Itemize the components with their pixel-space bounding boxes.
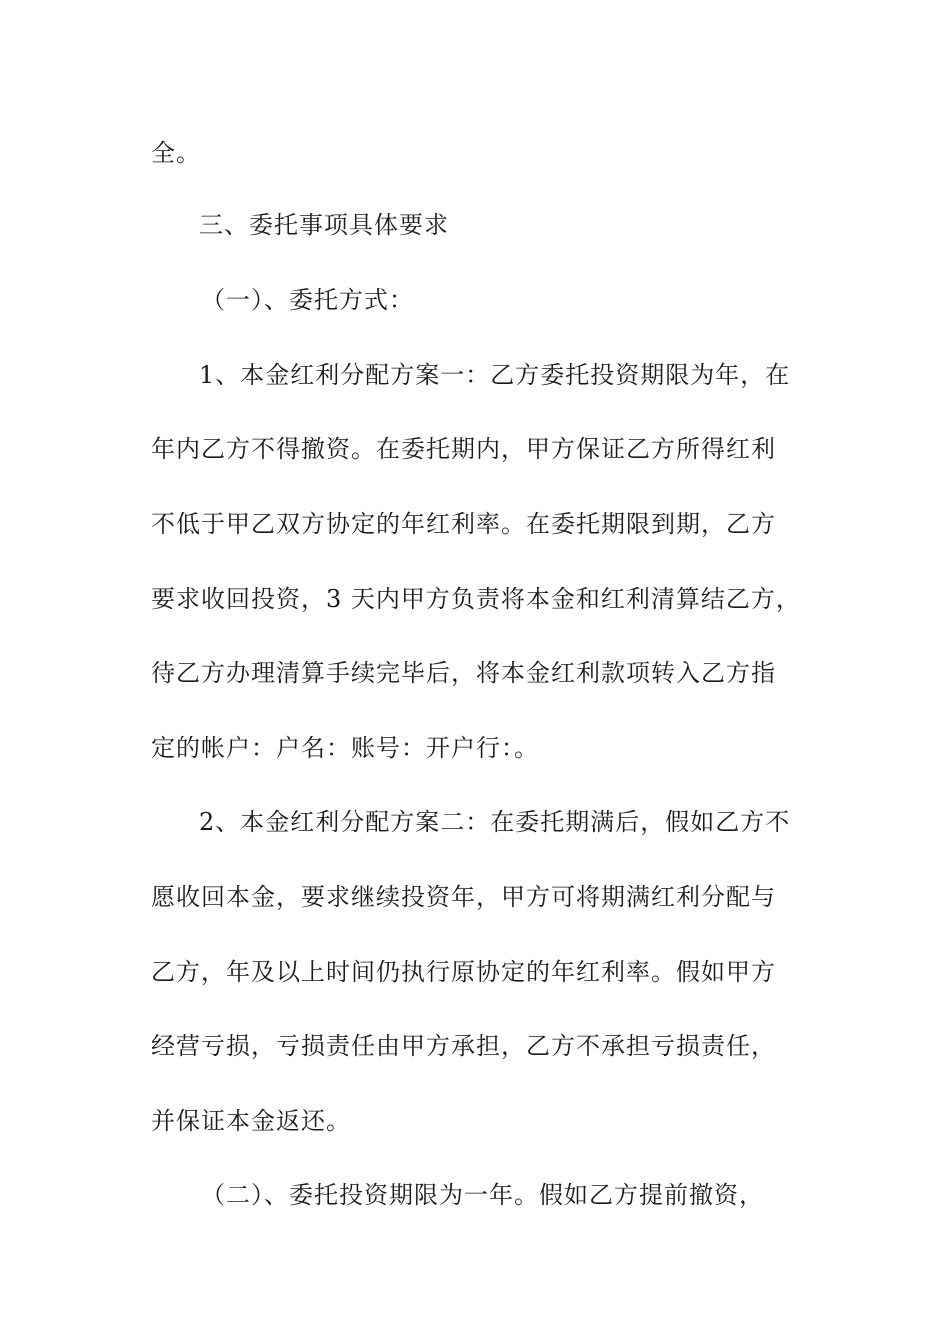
text-line-10: 2、本金红利分配方案二：在委托期满后，假如乙方不 (199, 808, 791, 836)
text-line-11: 愿收回本金，要求继续投资年，甲方可将期满红利分配与 (151, 883, 776, 911)
subsection-heading-2: （二）、委托投资期限为一年。假如乙方提前撤资， (201, 1181, 764, 1209)
text-line-14: 并保证本金返还。 (151, 1107, 351, 1135)
text-line-9: 定的帐户：户名：账号：开户行：。 (151, 734, 539, 762)
text-line-1: 全。 (151, 139, 201, 167)
text-line-8: 待乙方办理清算手续完毕后，将本金红利款项转入乙方指 (151, 659, 776, 687)
subsection-heading-1: （一）、委托方式： (201, 286, 414, 314)
text-line-12: 乙方，年及以上时间仍执行原协定的年红利率。假如甲方 (151, 958, 776, 986)
text-line-13: 经营亏损，亏损责任由甲方承担，乙方不承担亏损责任， (151, 1032, 776, 1060)
text-line-5: 年内乙方不得撤资。在委托期内，甲方保证乙方所得红利 (151, 435, 776, 463)
text-line-4: 1、本金红利分配方案一：乙方委托投资期限为年，在 (199, 361, 791, 389)
text-line-7: 要求收回投资，3 天内甲方负责将本金和红利清算结乙方， (151, 585, 801, 613)
section-heading-3: 三、委托事项具体要求 (199, 211, 449, 239)
text-line-6: 不低于甲乙双方协定的年红利率。在委托期限到期，乙方 (151, 510, 776, 538)
